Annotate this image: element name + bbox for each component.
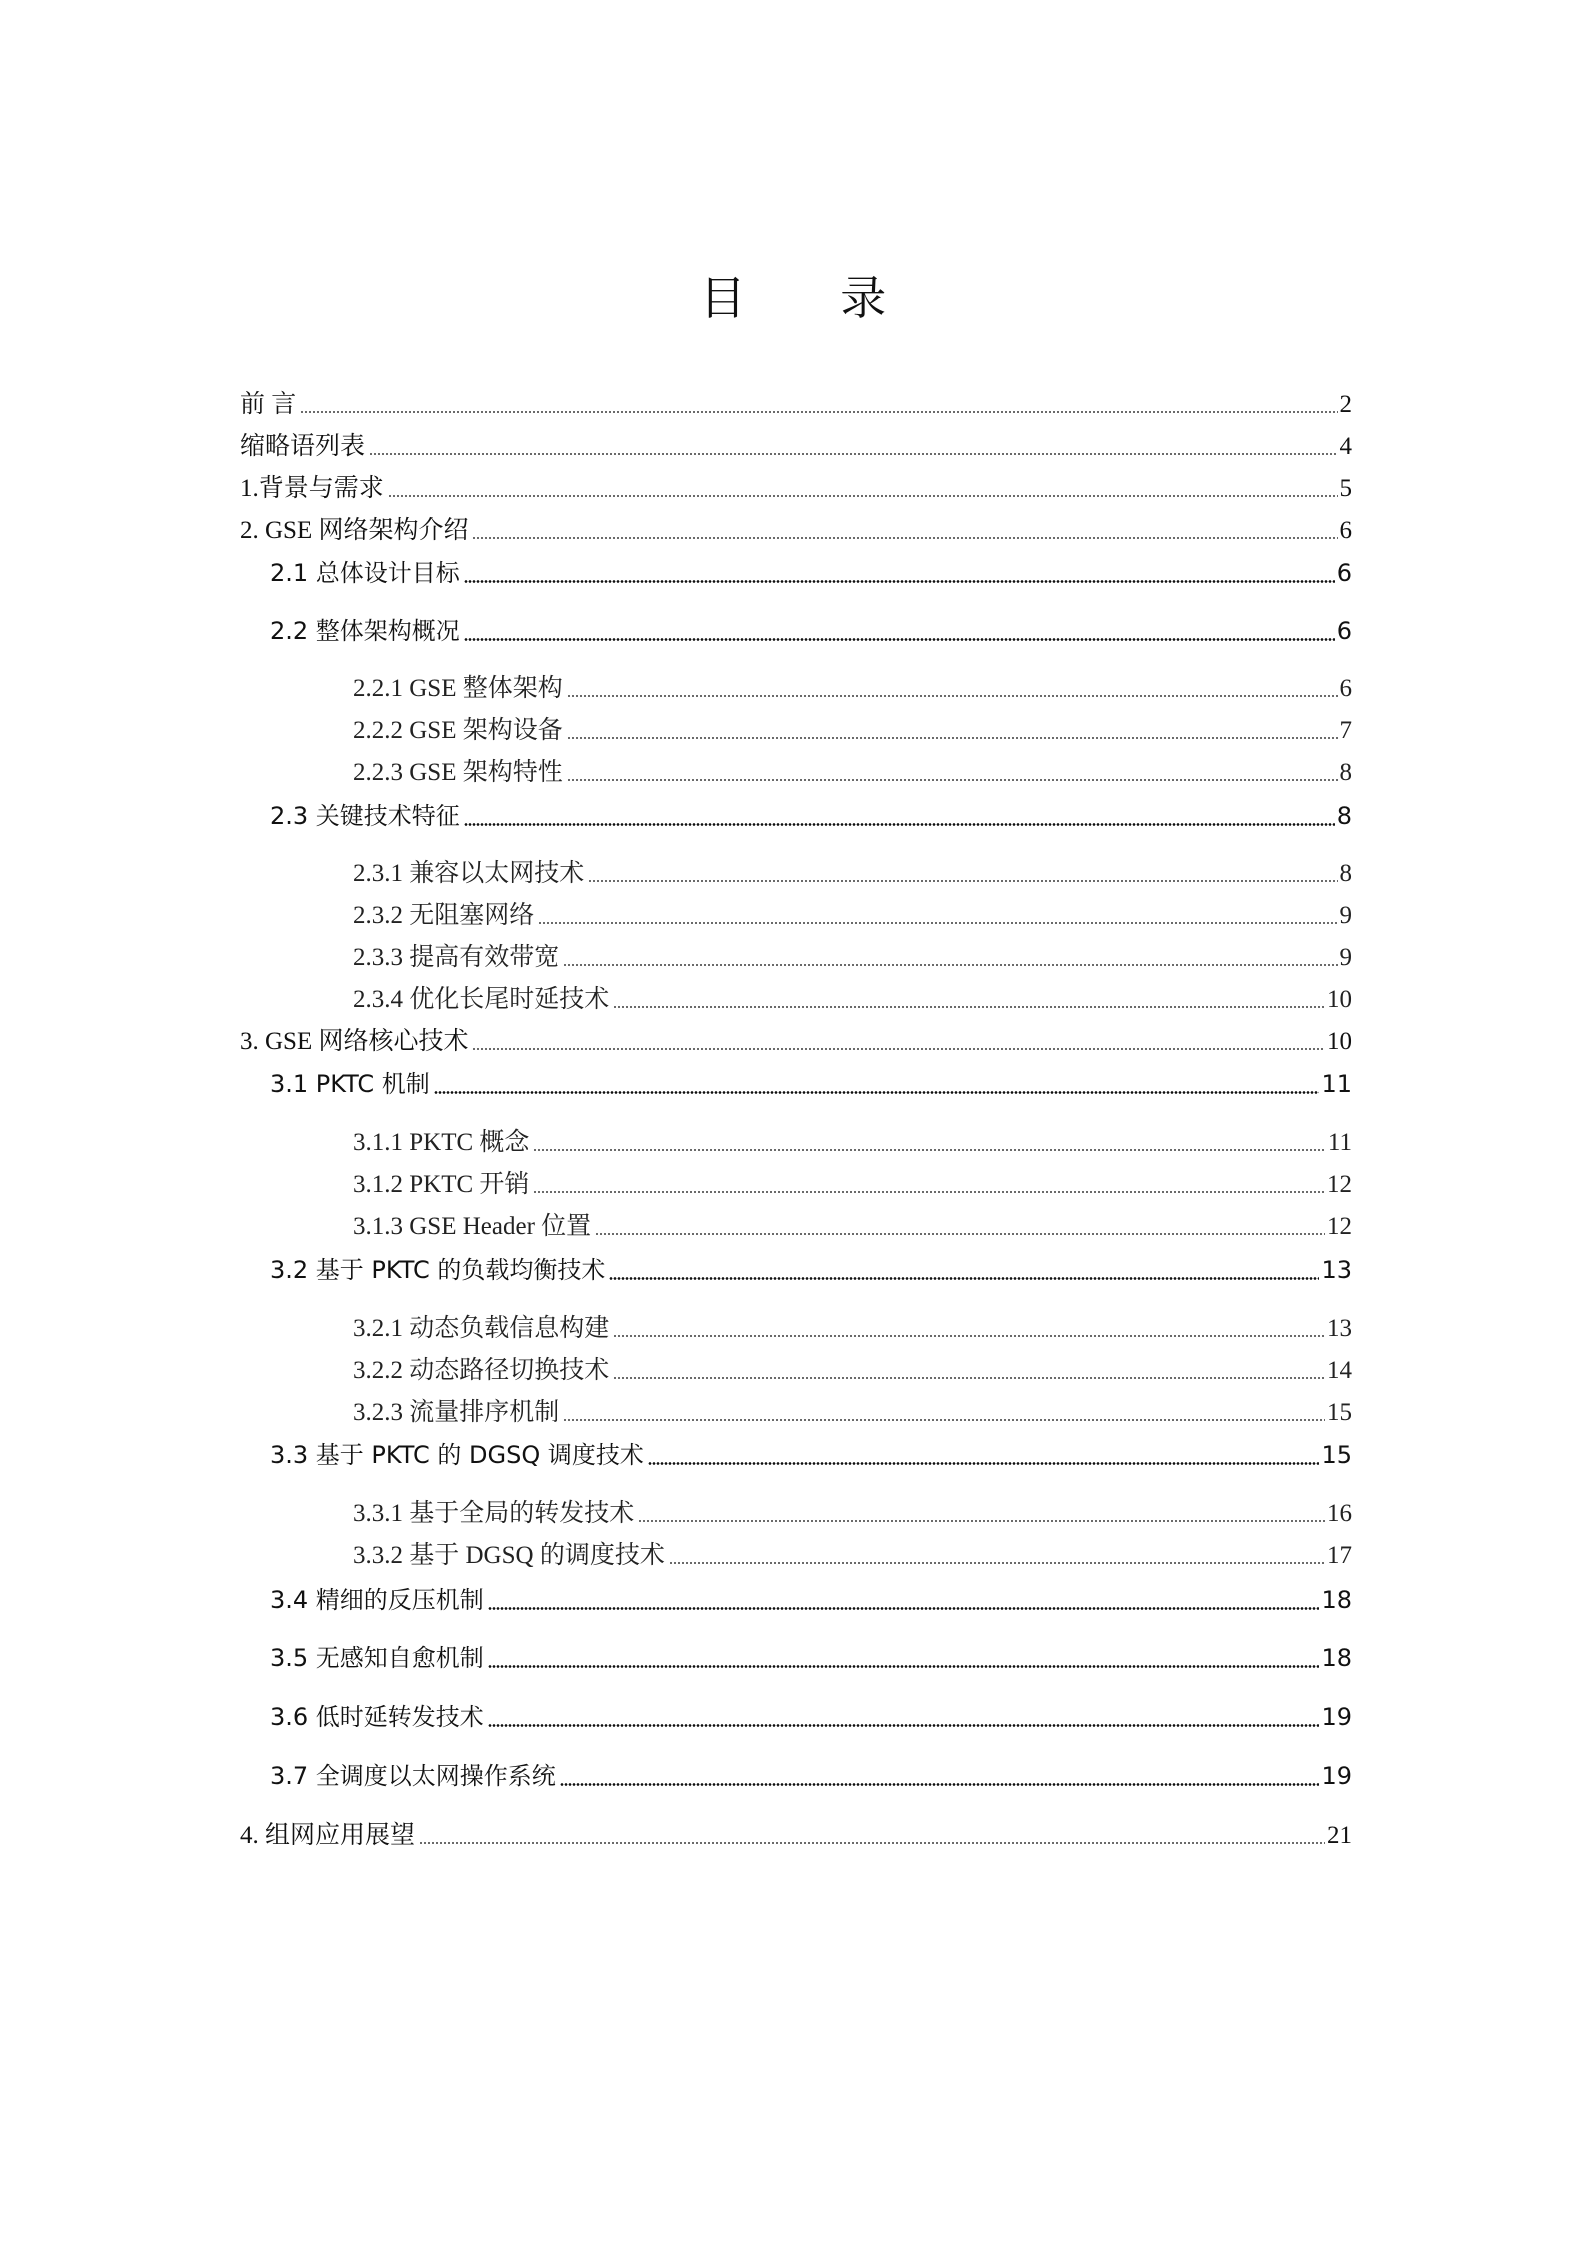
toc-entry-page: 10	[1327, 986, 1352, 1013]
toc-entry[interactable]	[240, 1392, 1352, 1430]
toc-leader-dots	[464, 638, 1335, 641]
toc-entry-page: 6	[1339, 675, 1352, 702]
toc-entry-page: 18	[1321, 1586, 1352, 1614]
toc-entry-page: 19	[1321, 1762, 1352, 1790]
toc-leader-dots	[419, 1842, 1325, 1844]
toc-entry-page: 11	[1327, 1129, 1352, 1156]
toc-leader-dots	[464, 580, 1335, 583]
toc-leader-dots	[533, 1149, 1326, 1151]
toc-entry-label: 3.3.1 基于全局的转发技术	[353, 1500, 635, 1527]
toc-entry-label: 2.2 整体架构概况	[270, 617, 460, 645]
toc-entry[interactable]	[240, 468, 1352, 506]
toc-leader-dots	[609, 1277, 1319, 1280]
toc-entry[interactable]	[240, 1350, 1352, 1388]
toc-entry-label: 3.2.1 动态负载信息构建	[353, 1315, 610, 1342]
toc-entry[interactable]	[240, 1122, 1352, 1160]
toc-entry[interactable]	[240, 510, 1352, 548]
toc-leader-dots	[472, 1048, 1325, 1050]
toc-entry-page: 21	[1327, 1822, 1352, 1849]
toc-entry-page: 16	[1327, 1500, 1352, 1527]
toc-entry[interactable]	[240, 796, 1352, 834]
toc-leader-dots	[669, 1562, 1325, 1564]
toc-leader-dots	[533, 1191, 1325, 1193]
toc-entry[interactable]	[240, 553, 1352, 591]
toc-leader-dots	[464, 823, 1335, 826]
toc-entry-page: 12	[1327, 1171, 1352, 1198]
toc-entry-label: 2.3 关键技术特征	[270, 802, 460, 830]
toc-entry-label: 3.7 全调度以太网操作系统	[270, 1762, 556, 1790]
toc-entry[interactable]	[240, 426, 1352, 464]
toc-entry[interactable]	[240, 1580, 1352, 1618]
toc-entry[interactable]	[240, 1250, 1352, 1288]
toc-leader-dots	[567, 779, 1338, 781]
toc-entry[interactable]	[240, 1493, 1352, 1531]
toc-entry-label: 3.6 低时延转发技术	[270, 1703, 484, 1731]
toc-entry-page: 15	[1327, 1399, 1352, 1426]
toc-entry-label: 2.3.1 兼容以太网技术	[353, 860, 585, 887]
toc-leader-dots	[538, 922, 1337, 924]
toc-entry[interactable]	[240, 1756, 1352, 1794]
toc-leader-dots	[588, 880, 1337, 882]
toc-leader-dots	[488, 1665, 1320, 1668]
toc-entry[interactable]	[240, 1435, 1352, 1473]
toc-entry-label: 3.1 PKTC 机制	[270, 1070, 430, 1098]
toc-entry[interactable]	[240, 1021, 1352, 1059]
toc-leader-dots	[613, 1377, 1325, 1379]
toc-leader-dots	[388, 495, 1338, 497]
toc-leader-dots	[638, 1520, 1325, 1522]
toc-entry-label: 缩略语列表	[240, 433, 366, 460]
toc-entry-page: 10	[1327, 1028, 1352, 1055]
toc-entry-page: 12	[1327, 1213, 1352, 1240]
toc-entry-page: 19	[1321, 1703, 1352, 1731]
toc-entry[interactable]	[240, 895, 1352, 933]
toc-entry[interactable]	[240, 1535, 1352, 1573]
toc-entry-page: 6	[1339, 517, 1352, 544]
toc-entry-label: 3. GSE 网络核心技术	[240, 1028, 469, 1055]
toc-entry-label: 3.2.2 动态路径切换技术	[353, 1357, 610, 1384]
toc-entry[interactable]	[240, 710, 1352, 748]
toc-leader-dots	[434, 1091, 1320, 1094]
toc-entry-page: 13	[1327, 1315, 1352, 1342]
toc-entry-page: 18	[1321, 1644, 1352, 1672]
toc-leader-dots	[472, 537, 1337, 539]
toc-entry-page: 8	[1336, 802, 1352, 830]
toc-leader-dots	[369, 453, 1337, 455]
toc-entry[interactable]	[240, 752, 1352, 790]
toc-leader-dots	[560, 1783, 1320, 1786]
toc-entry[interactable]	[240, 853, 1352, 891]
toc-entry[interactable]	[240, 1697, 1352, 1735]
toc-entry-page: 7	[1339, 717, 1352, 744]
toc-leader-dots	[563, 1419, 1325, 1421]
toc-entry-page: 11	[1321, 1070, 1352, 1098]
toc-leader-dots	[613, 1006, 1325, 1008]
toc-entry-label: 1.背景与需求	[240, 475, 384, 502]
toc-entry-label: 3.2 基于 PKTC 的负载均衡技术	[270, 1256, 606, 1284]
toc-entry-label: 3.5 无感知自愈机制	[270, 1644, 484, 1672]
toc-entry[interactable]	[240, 1638, 1352, 1676]
toc-entry-label: 3.1.2 PKTC 开销	[353, 1171, 530, 1198]
toc-entry[interactable]	[240, 1815, 1352, 1853]
toc-entry-page: 2	[1339, 391, 1352, 418]
toc-entry-label: 2.2.1 GSE 整体架构	[353, 675, 563, 702]
toc-entry[interactable]	[240, 937, 1352, 975]
toc-leader-dots	[613, 1335, 1325, 1337]
toc-entry-label: 3.1.1 PKTC 概念	[353, 1129, 530, 1156]
toc-entry[interactable]	[240, 611, 1352, 649]
toc-entry-page: 15	[1321, 1441, 1352, 1469]
toc-entry-label: 2.3.3 提高有效带宽	[353, 944, 560, 971]
toc-entry-page: 17	[1327, 1542, 1352, 1569]
toc-leader-dots	[488, 1724, 1320, 1727]
toc-leader-dots	[488, 1607, 1320, 1610]
toc-leader-dots	[567, 695, 1338, 697]
toc-leader-dots	[595, 1233, 1325, 1235]
toc-entry-label: 3.2.3 流量排序机制	[353, 1399, 560, 1426]
toc-entry-label: 3.3 基于 PKTC 的 DGSQ 调度技术	[270, 1441, 644, 1469]
toc-entry-page: 6	[1336, 559, 1352, 587]
toc-entry-label: 2.2.2 GSE 架构设备	[353, 717, 563, 744]
toc-entry-page: 5	[1339, 475, 1352, 502]
toc-entry-label: 3.3.2 基于 DGSQ 的调度技术	[353, 1542, 665, 1569]
toc-entry[interactable]	[240, 1064, 1352, 1102]
toc-entry[interactable]	[240, 1308, 1352, 1346]
toc-entry[interactable]	[240, 1206, 1352, 1244]
toc-entry-label: 2.3.4 优化长尾时延技术	[353, 986, 610, 1013]
toc-leader-dots	[563, 964, 1337, 966]
toc-entry-page: 8	[1339, 860, 1352, 887]
toc-entry-page: 14	[1327, 1357, 1352, 1384]
toc-entry-label: 2.3.2 无阻塞网络	[353, 902, 535, 929]
toc-leader-dots	[648, 1462, 1320, 1465]
toc-entry-label: 4. 组网应用展望	[240, 1822, 416, 1849]
toc-entry-label: 2. GSE 网络架构介绍	[240, 517, 469, 544]
toc-entry[interactable]	[240, 668, 1352, 706]
toc-entry-page: 9	[1339, 902, 1352, 929]
toc-title: 目 录	[699, 271, 927, 325]
toc-entry-page: 8	[1339, 759, 1352, 786]
toc-entry-label: 前 言	[240, 391, 297, 418]
toc-entry-label: 3.1.3 GSE Header 位置	[353, 1213, 592, 1240]
toc-leader-dots	[567, 737, 1338, 739]
toc-entry[interactable]	[240, 384, 1352, 422]
toc-entry[interactable]	[240, 979, 1352, 1017]
toc-entry-label: 3.4 精细的反压机制	[270, 1586, 484, 1614]
toc-entry[interactable]	[240, 1164, 1352, 1202]
toc-entry-page: 4	[1339, 433, 1352, 460]
toc-entry-page: 9	[1339, 944, 1352, 971]
toc-leader-dots	[300, 411, 1337, 413]
toc-entry-label: 2.2.3 GSE 架构特性	[353, 759, 563, 786]
toc-entry-label: 2.1 总体设计目标	[270, 559, 460, 587]
toc-entry-page: 6	[1336, 617, 1352, 645]
toc-entry-page: 13	[1321, 1256, 1352, 1284]
